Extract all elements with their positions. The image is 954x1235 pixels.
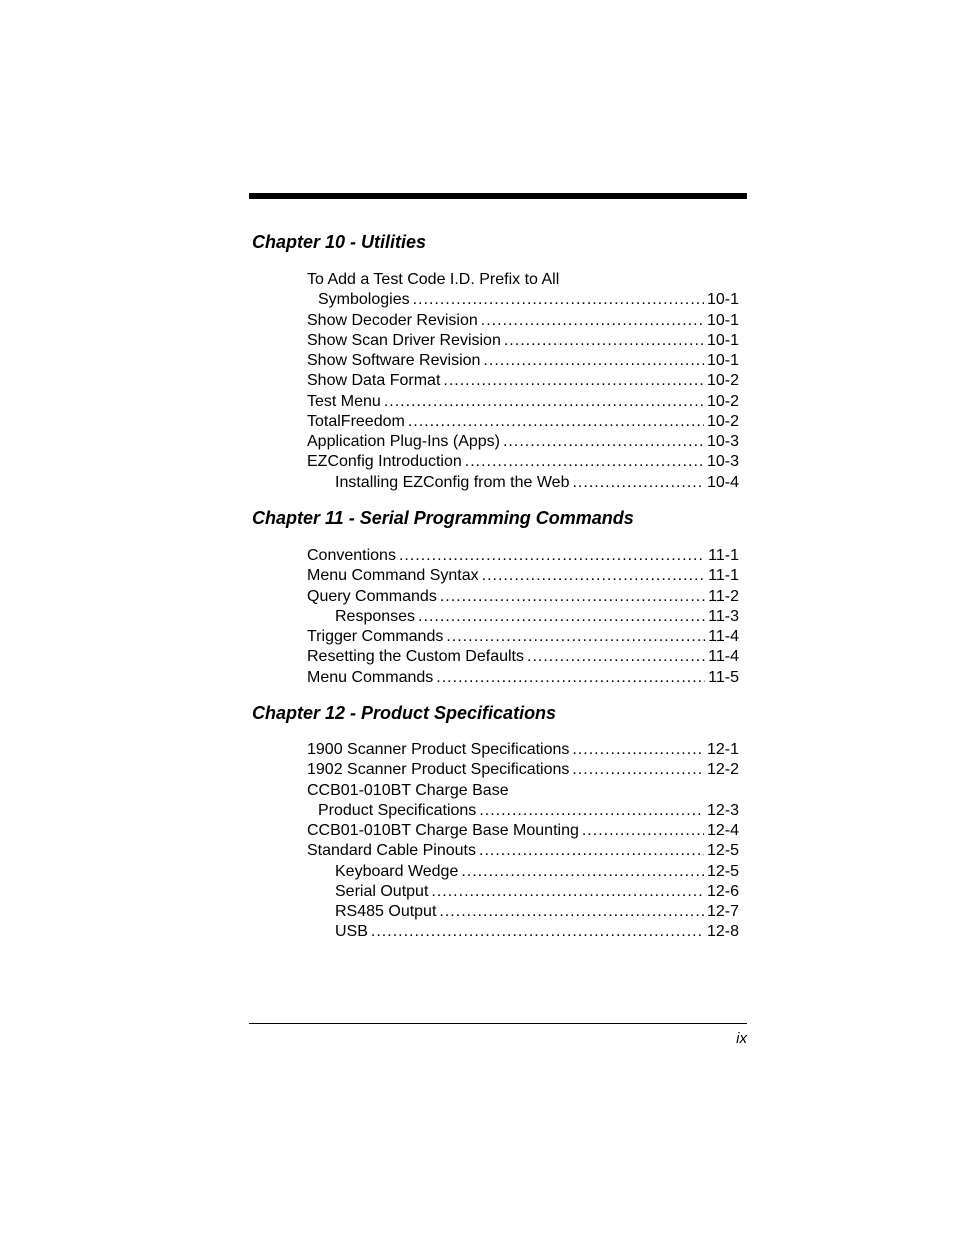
- toc-entry-page: 12-7: [706, 903, 739, 920]
- toc-entry-title: Resetting the Custom Defaults: [307, 648, 524, 666]
- toc-entry-title: Application Plug-Ins (Apps): [307, 433, 500, 450]
- toc-entry-title: USB: [335, 923, 368, 941]
- dot-leader: [408, 412, 704, 432]
- toc-entry[interactable]: [307, 290, 739, 310]
- toc-entry-title: Responses: [335, 607, 416, 625]
- dot-leader: [481, 311, 704, 331]
- dot-leader: [439, 902, 704, 922]
- toc-entry[interactable]: [307, 311, 739, 331]
- footer-rule: [249, 1023, 747, 1024]
- dot-leader: [461, 862, 704, 882]
- toc-entry[interactable]: [307, 902, 739, 922]
- chapter-12-entries: [307, 740, 739, 943]
- top-rule: [249, 193, 747, 199]
- toc-entry-title: 1902 Scanner Product Specifications: [307, 761, 570, 779]
- toc-entry-page: 11-4: [708, 648, 739, 666]
- toc-entry[interactable]: [307, 862, 739, 882]
- dot-leader: [399, 546, 705, 566]
- toc-entry[interactable]: [307, 647, 739, 667]
- dot-leader: [440, 587, 705, 607]
- toc-entry-page: 10-1: [706, 352, 739, 369]
- dot-leader: [572, 740, 704, 760]
- toc-entry-page: 11-1: [708, 547, 739, 564]
- chapter-10-entries: [307, 270, 739, 493]
- toc-entry-title: Menu Command Syntax: [307, 567, 479, 585]
- toc-entry-page: 10-2: [706, 412, 739, 430]
- chapter-11-entries: [307, 546, 739, 688]
- dot-leader: [436, 668, 705, 688]
- toc-entry-title: Show Decoder Revision: [307, 311, 478, 329]
- toc-entry-page: 10-2: [706, 372, 739, 390]
- toc-entry[interactable]: [307, 546, 739, 566]
- dot-leader: [572, 473, 703, 493]
- chapter-11-heading: Chapter 11 - Serial Programming Commands: [252, 508, 634, 528]
- dot-leader: [572, 760, 704, 780]
- toc-entry-page: 10-1: [706, 311, 739, 329]
- dot-leader: [483, 351, 704, 371]
- dot-leader: [503, 432, 704, 452]
- toc-entry-title: Menu Commands: [307, 668, 434, 686]
- toc-entry-page: 12-4: [706, 822, 739, 839]
- chapter-12-heading: Chapter 12 - Product Specifications: [252, 703, 557, 723]
- toc-entry-page: 12-1: [706, 741, 739, 758]
- toc-entry[interactable]: [307, 841, 739, 861]
- toc-entry-page: 10-2: [706, 392, 739, 410]
- toc-entry-title: TotalFreedom: [307, 412, 405, 430]
- toc-entry[interactable]: [307, 627, 739, 647]
- toc-entry-page: 12-6: [706, 882, 739, 900]
- toc-entry-page: 10-1: [706, 291, 739, 309]
- toc-entry-title: Test Menu: [307, 392, 381, 410]
- toc-entry-page: 10-4: [706, 473, 739, 491]
- dot-leader: [527, 647, 705, 667]
- toc-entry-title: EZConfig Introduction: [307, 453, 462, 471]
- dot-leader: [465, 452, 704, 472]
- toc-entry[interactable]: [307, 760, 739, 780]
- page-number: ix: [736, 1030, 747, 1047]
- toc-entry-title: Show Software Revision: [307, 352, 481, 369]
- toc-entry-title: Trigger Commands: [307, 628, 444, 645]
- toc-entry[interactable]: [307, 740, 739, 760]
- toc-entry-title: Installing EZConfig from the Web: [335, 473, 570, 491]
- toc-entry[interactable]: [307, 412, 739, 432]
- dot-leader: [582, 821, 704, 841]
- toc-entry[interactable]: [307, 922, 739, 942]
- dot-leader: [446, 627, 705, 647]
- dot-leader: [479, 801, 704, 821]
- toc-entry[interactable]: [307, 801, 739, 821]
- toc-entry-title: CCB01-010BT Charge Base: [307, 781, 509, 799]
- toc-entry-title: Standard Cable Pinouts: [307, 842, 476, 860]
- toc-entry[interactable]: [307, 432, 739, 452]
- dot-leader: [384, 392, 704, 412]
- dot-leader: [418, 607, 705, 627]
- toc-entry-title: RS485 Output: [335, 903, 437, 920]
- toc-entry-title: Show Scan Driver Revision: [307, 331, 501, 349]
- dot-leader: [443, 371, 704, 391]
- toc-entry-title: Keyboard Wedge: [335, 862, 459, 880]
- toc-entry[interactable]: [307, 270, 739, 290]
- toc-entry[interactable]: [307, 566, 739, 586]
- toc-entry[interactable]: [307, 371, 739, 391]
- toc-entry-title: Serial Output: [335, 882, 429, 900]
- toc-entry[interactable]: [307, 331, 739, 351]
- toc-entry[interactable]: [307, 473, 739, 493]
- dot-leader: [479, 841, 704, 861]
- toc-entry[interactable]: [307, 668, 739, 688]
- toc-entry-title: 1900 Scanner Product Specifications: [307, 741, 570, 758]
- toc-entry[interactable]: [307, 392, 739, 412]
- dot-leader: [413, 290, 704, 310]
- toc-entry-page: 10-3: [706, 433, 739, 450]
- toc-entry-title: Product Specifications: [318, 801, 477, 819]
- dot-leader: [371, 922, 704, 942]
- toc-entry[interactable]: [307, 821, 739, 841]
- toc-entry-page: 12-3: [706, 801, 739, 819]
- toc-entry-page: 10-3: [706, 453, 739, 471]
- dot-leader: [482, 566, 706, 586]
- toc-entry-title: Show Data Format: [307, 372, 441, 390]
- toc-entry-page: 12-8: [706, 923, 739, 941]
- toc-entry-title: CCB01-010BT Charge Base Mounting: [307, 822, 579, 839]
- toc-entry-page: 12-5: [706, 842, 739, 860]
- toc-entry[interactable]: [307, 607, 739, 627]
- chapter-10-heading: Chapter 10 - Utilities: [252, 232, 427, 252]
- toc-entry[interactable]: [307, 452, 739, 472]
- toc-entry-page: 11-4: [708, 628, 739, 645]
- toc-entry-page: 11-1: [708, 567, 739, 585]
- dot-leader: [431, 882, 704, 902]
- toc-entry-page: 10-1: [706, 331, 739, 349]
- toc-entry[interactable]: [307, 351, 739, 371]
- toc-entry-page: 11-3: [708, 607, 739, 625]
- toc-entry-page: 12-2: [706, 761, 739, 779]
- toc-entry-title: Conventions: [307, 547, 396, 564]
- toc-entry-title: To Add a Test Code I.D. Prefix to All: [307, 271, 560, 288]
- toc-entry-page: 11-5: [708, 668, 739, 686]
- toc-entry-title: Symbologies: [318, 291, 410, 309]
- toc-entry-title: Query Commands: [307, 587, 437, 605]
- toc-entry[interactable]: [307, 781, 739, 801]
- toc-entry[interactable]: [307, 587, 739, 607]
- dot-leader: [504, 331, 704, 351]
- toc-entry-page: 11-2: [708, 587, 739, 605]
- toc-entry-page: 12-5: [706, 862, 739, 880]
- toc-entry[interactable]: [307, 882, 739, 902]
